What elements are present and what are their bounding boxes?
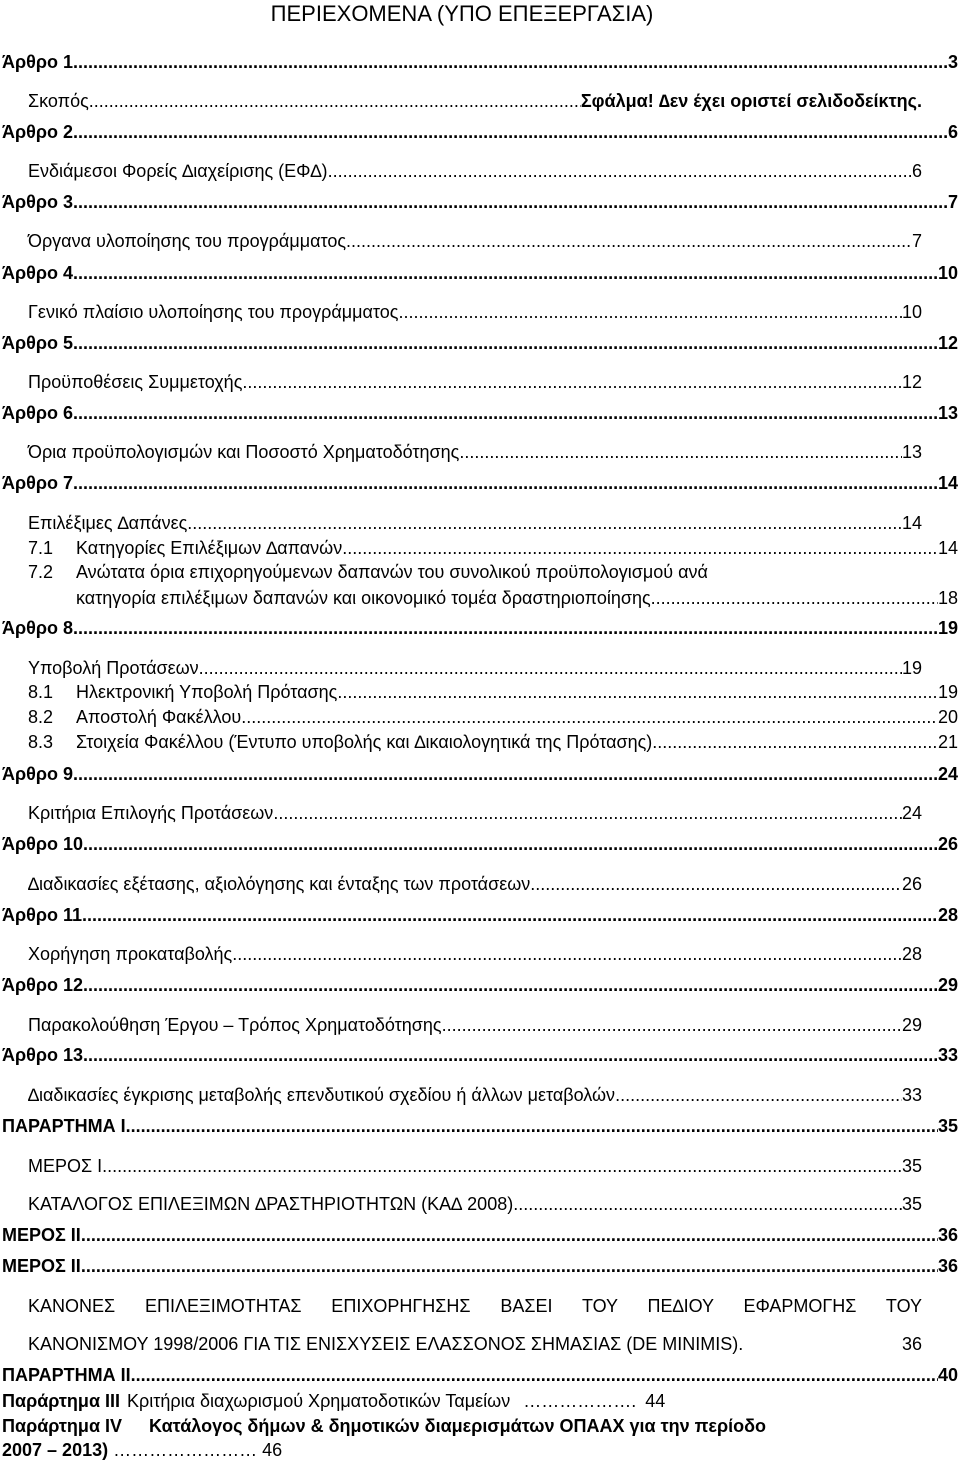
toc-entry[interactable] xyxy=(28,89,922,113)
toc-page: 29 xyxy=(901,1015,922,1035)
toc-page: 28 xyxy=(901,944,922,964)
toc-page: 20 xyxy=(937,707,958,727)
toc-page: 19 xyxy=(937,682,958,702)
toc-label: Ηλεκτρονική Υποβολή Πρότασης xyxy=(76,682,338,702)
toc-leader xyxy=(131,1363,938,1387)
toc-page: 13 xyxy=(901,442,922,462)
toc-page: 36 xyxy=(937,1256,958,1276)
toc-entry[interactable] xyxy=(2,401,958,425)
toc-label: ∆ιαδικασίες έγκρισης μεταβολής επενδυτικού σχεδίου ή άλλων μεταβολών xyxy=(28,1085,616,1105)
toc-page: 19 xyxy=(937,618,958,638)
toc-entry[interactable] xyxy=(28,656,922,680)
toc-label: κατηγορία επιλέξιμων δαπανών και οικονομικό τομέα δραστηριοποίησης xyxy=(76,588,651,608)
toc-number: 8.3 xyxy=(28,732,54,752)
toc-leader xyxy=(199,656,902,680)
toc-entry[interactable] xyxy=(2,1043,958,1067)
toc-prefix: Παράρτημα ΙΙΙ xyxy=(2,1391,121,1411)
toc-leader xyxy=(102,1154,902,1178)
toc-entry-continued[interactable] xyxy=(2,1438,958,1462)
toc-page: 26 xyxy=(901,874,922,894)
toc-page: 13 xyxy=(937,403,958,423)
toc-leader: …………………… xyxy=(113,1440,258,1460)
toc-page: 44 xyxy=(645,1391,666,1411)
toc-page: 24 xyxy=(901,803,922,823)
toc-entry[interactable] xyxy=(28,1192,922,1216)
toc-page: 29 xyxy=(937,975,958,995)
toc-leader xyxy=(81,1254,938,1278)
toc-entry[interactable] xyxy=(28,1154,922,1178)
toc-label: Άρθρο 11 xyxy=(2,905,83,925)
toc-entry[interactable] xyxy=(2,973,958,997)
toc-leader xyxy=(530,872,902,896)
toc-leader xyxy=(242,370,902,394)
toc-entry[interactable] xyxy=(28,801,922,825)
toc-leader xyxy=(126,1114,938,1138)
toc-leader xyxy=(615,1083,902,1107)
toc-label: Γενικό πλαίσιο υλοποίησης του προγράμματος xyxy=(28,302,399,322)
toc-label: Ανώτατα όρια επιχορηγούμενων δαπανών του συνολικού προϋπολογισμού ανά xyxy=(76,562,708,582)
toc-label: ∆ιαδικασίες εξέτασης, αξιολόγησης και ένταξης των προτάσεων xyxy=(28,874,531,894)
toc-leader xyxy=(73,190,948,214)
toc-leader xyxy=(73,762,938,786)
toc-leader xyxy=(83,832,938,856)
toc-leader xyxy=(73,331,938,355)
toc-label: Παρακολούθηση Έργου – Τρόπος Χρηματοδότησης xyxy=(28,1015,442,1035)
page-title: ΠΕΡΙΕΧΟΜΕΝΑ (ΥΠΟ ΕΠΕΞΕΡΓΑΣΙΑ) xyxy=(270,1,654,26)
toc-label: ΜΕΡΟΣ Ι xyxy=(28,1156,103,1176)
toc-label: Άρθρο 4 xyxy=(2,263,74,283)
toc-leader xyxy=(73,401,938,425)
toc-entry[interactable] xyxy=(28,511,922,535)
toc-label: Σκοπός xyxy=(28,91,89,111)
toc-label: Επιλέξιμες ∆απάνες xyxy=(28,513,188,533)
toc-leader xyxy=(73,616,938,640)
toc-page: 35 xyxy=(901,1194,922,1214)
toc-entry[interactable] xyxy=(28,872,922,896)
toc-leader xyxy=(81,1223,938,1247)
toc-number: 7.2 xyxy=(28,562,54,582)
toc-leader xyxy=(83,973,938,997)
toc-page: 36 xyxy=(937,1225,958,1245)
toc-entry[interactable] xyxy=(2,471,958,495)
toc-label: ΠΑΡΑΡΤΗΜΑ ΙΙ xyxy=(2,1365,131,1385)
toc-leader xyxy=(241,705,938,729)
toc-error: Σφάλμα! ∆εν έχει οριστεί σελιδοδείκτης. xyxy=(580,91,922,111)
toc-leader xyxy=(398,300,902,324)
toc-entry[interactable] xyxy=(2,1254,958,1278)
toc-page: 14 xyxy=(901,513,922,533)
toc-leader xyxy=(328,159,912,183)
toc-page: 21 xyxy=(937,732,958,752)
toc-leader xyxy=(273,801,902,825)
toc-entry[interactable] xyxy=(28,1013,922,1037)
toc-entry[interactable] xyxy=(28,229,922,253)
toc-entry[interactable] xyxy=(2,1363,958,1387)
toc-entry[interactable] xyxy=(2,1414,958,1438)
toc-page: 40 xyxy=(937,1365,958,1385)
toc-label: ΚΑΝΟΝΙΣΜΟΥ 1998/2006 ΓΙΑ ΤΙΣ ΕΝΙΣΧΥΣΕΙΣ ΕΛΑΣΣΟΝΟΣ ΣΗΜΑΣΙΑΣ (DE MINIMIS). xyxy=(28,1334,744,1354)
toc-page: 14 xyxy=(937,473,958,493)
toc-leader xyxy=(73,261,938,285)
toc-label: Όργανα υλοποίησης του προγράμματος xyxy=(28,231,347,251)
toc-entry[interactable] xyxy=(28,680,958,704)
toc-entry[interactable] xyxy=(2,832,958,856)
toc-entry[interactable] xyxy=(2,1389,958,1413)
toc-entry[interactable] xyxy=(2,261,958,285)
toc-entry[interactable] xyxy=(28,536,958,560)
toc-page: 12 xyxy=(937,333,958,353)
toc-label: Άρθρο 5 xyxy=(2,333,74,353)
toc-entry[interactable] xyxy=(28,440,922,464)
toc-leader xyxy=(652,730,938,754)
toc-leader xyxy=(82,903,938,927)
toc-entry[interactable] xyxy=(28,1294,922,1318)
toc-leader xyxy=(73,471,938,495)
toc-leader xyxy=(513,1192,902,1216)
toc-page: 33 xyxy=(937,1045,958,1065)
toc-label: Άρθρο 1 xyxy=(2,52,74,72)
toc-label: Χορήγηση προκαταβολής xyxy=(28,944,233,964)
toc-leader xyxy=(337,680,938,704)
toc-label: Κατάλογος δήμων & δημοτικών διαμερισμάτων ΟΠΑΑΧ για την περίοδο xyxy=(149,1416,766,1436)
toc-page: 26 xyxy=(937,834,958,854)
toc-page: 28 xyxy=(937,905,958,925)
toc-entry[interactable] xyxy=(2,120,958,144)
toc-number: 7.1 xyxy=(28,538,54,558)
toc-leader xyxy=(651,586,938,610)
toc-page: 46 xyxy=(262,1440,283,1460)
toc-entry-continued[interactable] xyxy=(28,1332,922,1356)
toc-entry[interactable] xyxy=(2,762,958,786)
toc-number: 8.1 xyxy=(28,682,54,702)
toc-label: Άρθρο 13 xyxy=(2,1045,84,1065)
toc-leader xyxy=(232,942,902,966)
toc-page: 6 xyxy=(911,161,922,181)
toc-page: 12 xyxy=(901,372,922,392)
toc-page: 18 xyxy=(937,588,958,608)
toc-entry[interactable] xyxy=(2,190,958,214)
toc-page: 33 xyxy=(901,1085,922,1105)
toc-label: Άρθρο 3 xyxy=(2,192,74,212)
toc-leader xyxy=(346,229,912,253)
toc-entry[interactable] xyxy=(28,159,922,183)
toc-label: 2007 – 2013) xyxy=(2,1440,109,1460)
toc-label: Αποστολή Φακέλλου xyxy=(76,707,242,727)
toc-label: Ενδιάμεσοι Φορείς ∆ιαχείρισης (ΕΦ∆) xyxy=(28,161,328,181)
toc-leader xyxy=(89,89,581,113)
toc-entry[interactable] xyxy=(2,1114,958,1138)
toc-label: Άρθρο 7 xyxy=(2,473,74,493)
toc-label: Κριτήρια διαχωρισμού Χρηματοδοτικών Ταμείων xyxy=(127,1391,511,1411)
toc-page: 3 xyxy=(947,52,958,72)
toc-entry[interactable] xyxy=(28,1083,922,1107)
toc-label: Κριτήρια Επιλογής Προτάσεων xyxy=(28,803,274,823)
toc-label: Όρια προϋπολογισμών και Ποσοστό Χρηματοδότησης xyxy=(28,442,460,462)
toc-page: 7 xyxy=(947,192,958,212)
toc-label: Άρθρο 2 xyxy=(2,122,74,142)
toc-leader: ………………. xyxy=(523,1391,637,1411)
toc-leader xyxy=(459,440,902,464)
toc-label: ΠΑΡΑΡΤΗΜΑ Ι xyxy=(2,1116,126,1136)
toc-entry[interactable] xyxy=(28,370,922,394)
toc-page: 35 xyxy=(937,1116,958,1136)
toc-entry-continued[interactable] xyxy=(76,586,958,610)
toc-label: Στοιχεία Φακέλλου (Έντυπο υποβολής και ∆ικαιολογητικά της Πρότασης) xyxy=(76,732,653,752)
toc-label: Κατηγορίες Επιλέξιμων ∆απανών xyxy=(76,538,343,558)
toc-entry[interactable] xyxy=(28,942,922,966)
toc-label: ΚΑΤΑΛΟΓΟΣ ΕΠΙΛΕΞΙΜΩΝ ∆ΡΑΣΤΗΡΙΟΤΗΤΩΝ (ΚΑ∆ 2008) xyxy=(28,1194,514,1214)
toc-page: 6 xyxy=(947,122,958,142)
toc-page: 19 xyxy=(901,658,922,678)
toc-leader xyxy=(187,511,902,535)
toc-label: Προϋποθέσεις Συμμετοχής xyxy=(28,372,243,392)
toc-entry[interactable] xyxy=(2,1223,958,1247)
toc-leader xyxy=(442,1013,902,1037)
toc-leader xyxy=(73,120,948,144)
toc-page: 36 xyxy=(901,1334,922,1354)
toc-entry[interactable] xyxy=(2,50,958,74)
toc-label: Άρθρο 9 xyxy=(2,764,74,784)
toc-leader xyxy=(73,50,948,74)
toc-page: 35 xyxy=(901,1156,922,1176)
toc-entry[interactable] xyxy=(2,903,958,927)
toc-leader xyxy=(83,1043,938,1067)
toc-number: 8.2 xyxy=(28,707,54,727)
toc-leader xyxy=(342,536,938,560)
toc-entry[interactable] xyxy=(2,616,958,640)
toc-label: Άρθρο 8 xyxy=(2,618,74,638)
toc-label: Άρθρο 10 xyxy=(2,834,84,854)
toc-label: Άρθρο 12 xyxy=(2,975,84,995)
toc-label: ΚΑΝΟΝΕΣ ΕΠΙΛΕΞΙΜΟΤΗΤΑΣ ΕΠΙΧΟΡΗΓΗΣΗΣ ΒΑΣΕΙ ΤΟΥ ΠΕ∆ΙΟΥ ΕΦΑΡΜΟΓΗΣ ΤΟΥ xyxy=(28,1296,922,1316)
toc-label: ΜΕΡΟΣ ΙΙ xyxy=(2,1256,81,1276)
toc-entry[interactable] xyxy=(28,730,958,754)
toc-label: Υποβολή Προτάσεων xyxy=(28,658,199,678)
toc-label: Άρθρο 6 xyxy=(2,403,74,423)
toc-page: 24 xyxy=(937,764,958,784)
toc-page: 10 xyxy=(937,263,958,283)
toc-page: 10 xyxy=(901,302,922,322)
toc-page: 7 xyxy=(911,231,922,251)
toc-page: 14 xyxy=(937,538,958,558)
toc-label: ΜΕΡΟΣ ΙΙ xyxy=(2,1225,81,1245)
toc-entry[interactable] xyxy=(28,300,922,324)
toc-entry[interactable] xyxy=(28,705,958,729)
toc-entry[interactable] xyxy=(28,560,958,584)
toc-entry[interactable] xyxy=(2,331,958,355)
toc-prefix: Παράρτημα ΙV xyxy=(2,1416,123,1436)
